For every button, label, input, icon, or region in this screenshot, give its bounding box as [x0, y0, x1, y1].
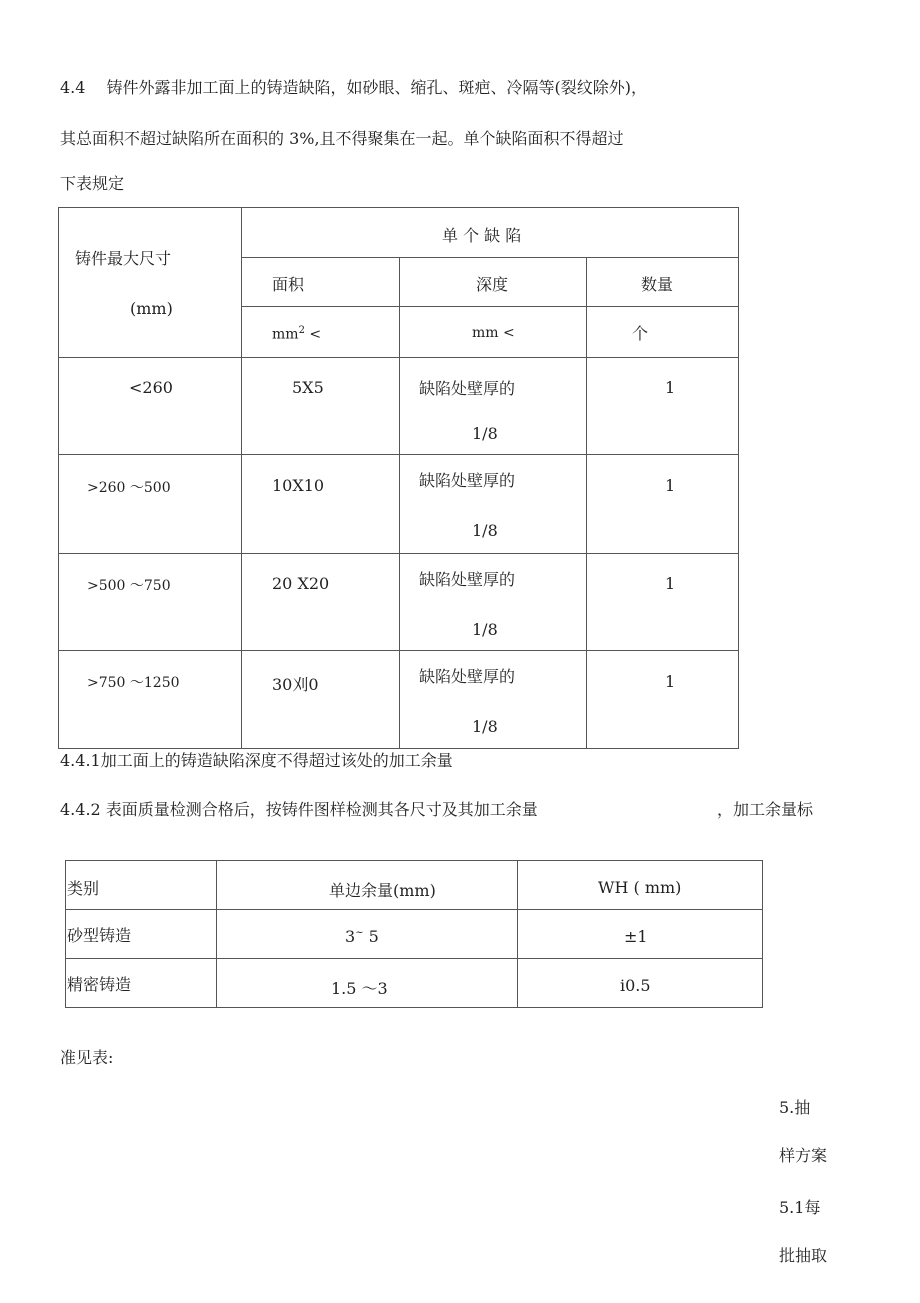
- tolerance-value: ±1: [624, 927, 648, 946]
- depth-value-line1: 缺陷处壁厚的: [419, 667, 516, 686]
- paragraph-4-4-line2: 其总面积不超过缺陷所在面积的 3%,且不得聚集在一起。单个缺陷面积不得超过: [60, 129, 624, 148]
- depth-header: 深度: [476, 275, 509, 294]
- size-header-unit: (mm): [130, 299, 173, 318]
- depth-cell: [400, 554, 587, 651]
- area-unit-cell: [242, 307, 400, 358]
- tolerance-header: WH ( mm): [598, 878, 682, 897]
- area-value: 30刈0: [272, 675, 319, 694]
- table-row: [59, 554, 739, 651]
- depth-cell: [400, 455, 587, 554]
- size-cell: [59, 554, 242, 651]
- type-value: 砂型铸造: [67, 926, 132, 945]
- type-cell: [66, 910, 217, 959]
- size-cell: [59, 651, 242, 749]
- paragraph-4-4-1: 4.4.1加工面上的铸造缺陷深度不得超过该处的加工余量: [60, 751, 453, 770]
- area-value: 5X5: [292, 378, 324, 397]
- depth-cell: [400, 358, 587, 455]
- count-value: 1: [665, 378, 676, 397]
- size-value: >750 ～1250: [87, 675, 180, 691]
- table-row: [59, 455, 739, 554]
- depth-value-line2: 1/8: [472, 717, 498, 736]
- allowance-value-end: 5: [363, 927, 379, 946]
- area-unit-base: mm: [272, 326, 299, 343]
- allowance-value-base: 3: [345, 927, 356, 946]
- size-value: >260 ～500: [87, 480, 171, 496]
- count-cell: [587, 554, 739, 651]
- area-header: 面积: [272, 275, 305, 294]
- table-row: [59, 651, 739, 749]
- paragraph-see-table: 准见表:: [60, 1048, 114, 1067]
- size-value: >500 ～750: [87, 578, 171, 594]
- area-value: 10X10: [272, 476, 325, 495]
- depth-unit: mm <: [472, 325, 515, 341]
- depth-value-line1: 缺陷处壁厚的: [419, 570, 516, 589]
- paragraph-4-4-line3: 下表规定: [60, 174, 125, 193]
- allowance-cell: [217, 959, 518, 1008]
- depth-cell: [400, 651, 587, 749]
- section-5-1-line2: 批抽取: [779, 1246, 828, 1265]
- area-cell: [242, 358, 400, 455]
- size-cell: [59, 358, 242, 455]
- area-cell: [242, 554, 400, 651]
- area-cell: [242, 651, 400, 749]
- count-value: 1: [665, 672, 676, 691]
- section-5-line1: 5.抽: [779, 1098, 811, 1117]
- depth-value-line2: 1/8: [472, 424, 498, 443]
- type-value: 精密铸造: [67, 975, 132, 994]
- area-header-cell: [242, 258, 400, 307]
- count-cell: [587, 651, 739, 749]
- size-value: <260: [129, 378, 173, 397]
- area-unit-sup: 2: [298, 325, 305, 336]
- area-unit: [272, 325, 321, 343]
- depth-value-line2: 1/8: [472, 521, 498, 540]
- depth-unit-cell: [400, 307, 587, 358]
- size-cell: [59, 455, 242, 554]
- count-value: 1: [665, 476, 676, 495]
- paragraph-4-4-2-a: 4.4.2 表面质量检测合格后，按铸件图样检测其各尺寸及其加工余量: [60, 800, 538, 819]
- depth-value-line1: 缺陷处壁厚的: [419, 379, 516, 398]
- count-cell: [587, 455, 739, 554]
- area-unit-suffix: <: [304, 326, 322, 343]
- count-header-cell: [587, 258, 739, 307]
- allowance-cell: [217, 910, 518, 959]
- table-row: [66, 910, 763, 959]
- single-defect-header: 单 个 缺 陷: [442, 226, 522, 245]
- area-value: 20 X20: [272, 574, 330, 593]
- table-row: [59, 358, 739, 455]
- table-row: [66, 959, 763, 1008]
- allowance-table: [65, 860, 763, 1008]
- tolerance-cell: [518, 959, 763, 1008]
- type-header: 类别: [67, 879, 100, 898]
- paragraph-4-4-line1: 4.4 铸件外露非加工面上的铸造缺陷，如砂眼、缩孔、斑疤、冷隔等(裂纹除外)，: [60, 78, 648, 97]
- type-cell: [66, 959, 217, 1008]
- depth-header-cell: [400, 258, 587, 307]
- size-header-label: 铸件最大尺寸: [75, 249, 172, 268]
- count-header: 数量: [641, 275, 674, 294]
- paragraph-4-4-2-b: ，加工余量标: [717, 800, 814, 819]
- allowance-value-mark: ~: [355, 927, 364, 939]
- tolerance-value: i0.5: [620, 976, 651, 995]
- tolerance-cell: [518, 910, 763, 959]
- count-value: 1: [665, 574, 676, 593]
- count-unit-cell: [587, 307, 739, 358]
- area-cell: [242, 455, 400, 554]
- allowance-header: 单边余量(mm): [329, 881, 436, 900]
- section-5-line2: 样方案: [779, 1146, 828, 1165]
- allowance-value: 1.5 ～3: [331, 979, 388, 998]
- allowance-value: [345, 927, 379, 946]
- count-unit: 个: [632, 324, 649, 343]
- depth-value-line1: 缺陷处壁厚的: [419, 471, 516, 490]
- single-defect-header-cell: [242, 208, 739, 258]
- allowance-header-cell: [217, 861, 518, 910]
- size-header-cell: [59, 208, 242, 358]
- count-cell: [587, 358, 739, 455]
- tolerance-header-cell: [518, 861, 763, 910]
- type-header-cell: [66, 861, 217, 910]
- defect-table: [58, 207, 739, 749]
- depth-value-line2: 1/8: [472, 620, 498, 639]
- section-5-1-line1: 5.1每: [779, 1198, 821, 1217]
